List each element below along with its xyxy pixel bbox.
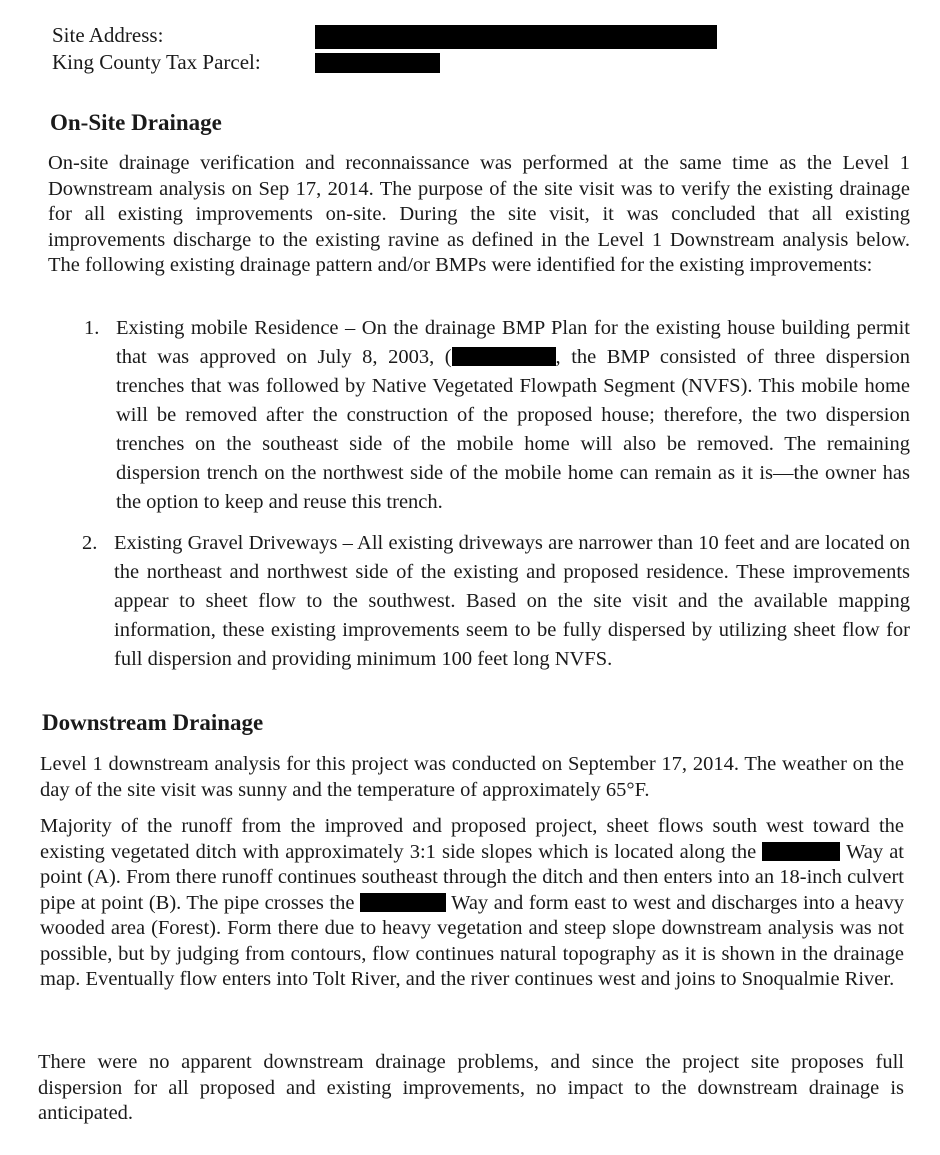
list-item-body: Existing mobile Residence – On the drainage BMP Plan for the existing house building permit that was approved on July 8, 2003, ( , the BMP consisted of three dispersion trenches that was followed by Native Vegetated Flowpath Segment (NVFS). This mobile home will be removed after the construction of the proposed house; therefore, the two dispersion trenches on the southeast side of the mobile home will also be removed. The remaining dispersion trench on the northwest side of the mobile home can remain as it is—the owner has the option to keep and reuse this trench. bbox=[116, 317, 910, 513]
onsite-list-item-2 bbox=[82, 529, 910, 674]
downstream-paragraph-1: Level 1 downstream analysis for this project was conducted on September 17, 2014. The weather on the day of the site visit was sunny and the temperature of approximately 65°F. bbox=[40, 753, 904, 801]
onsite-section-title: On-Site Drainage bbox=[50, 110, 222, 135]
list-number: 2. bbox=[82, 532, 98, 554]
permit-redaction bbox=[452, 347, 556, 366]
road-name-redaction bbox=[360, 893, 446, 912]
list-item-body: Existing Gravel Driveways – All existing driveways are narrower than 10 feet and are located on the northeast and northwest side of the existing and proposed residence. These improvements appear to sheet flow to the southwest. Based on the site visit and the available mapping information, these existing improvements seem to be fully dispersed by utilizing sheet flow for full dispersion and providing minimum 100 feet long NVFS. bbox=[114, 532, 910, 670]
road-name-redaction bbox=[762, 842, 840, 861]
onsite-list-item-1 bbox=[84, 314, 910, 517]
downstream-section-title: Downstream Drainage bbox=[42, 710, 264, 735]
site-address-label: Site Address: bbox=[52, 23, 164, 47]
tax-parcel-redaction bbox=[315, 53, 440, 73]
downstream-paragraph-3: There were no apparent downstream drainage problems, and since the project site proposes full dispersion for all proposed and existing improvements, no impact to the downstream drainage is anticipated. bbox=[38, 1051, 904, 1124]
downstream-paragraph-2: Majority of the runoff from the improved and proposed project, sheet flows south west toward the existing vegetated ditch with approximately 3:1 side slopes which is located along the Way at point (A). From there runoff continues southeast through the ditch and then enters into an 18-inch culvert pipe at point (B). The pipe crosses the Way and form east to west and discharges into a heavy wooded area (Forest). Form there due to heavy vegetation and steep slope downstream analysis was not possible, but by judging from contours, flow continues natural topography as it is shown in the drainage map. Eventually flow enters into Tolt River, and the river continues west and joins to Snoqualmie River. bbox=[40, 815, 905, 990]
tax-parcel-label: King County Tax Parcel: bbox=[52, 50, 261, 74]
onsite-intro-paragraph: On-site drainage verification and reconnaissance was performed at the same time as the Level 1 Downstream analysis on Sep 17, 2014. The purpose of the site visit was to verify the existing drainage for all existing improvements on-site. During the site visit, it was concluded that all existing improvements discharge to the existing ravine as defined in the Level 1 Downstream analysis below. The following existing drainage pattern and/or BMPs were identified for the existing improvements: bbox=[48, 152, 910, 276]
list-number: 1. bbox=[84, 317, 100, 339]
site-address-redaction bbox=[315, 25, 717, 49]
